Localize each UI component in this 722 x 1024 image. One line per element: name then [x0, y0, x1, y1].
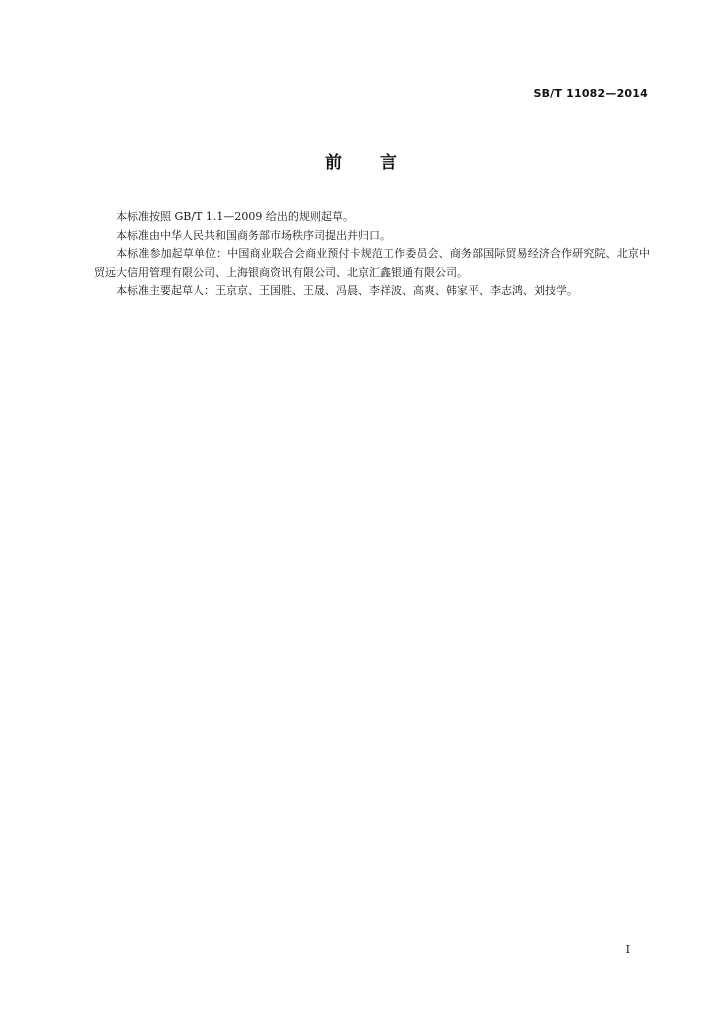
page-title: 前言	[325, 153, 435, 173]
paragraph-drafting-rules: 本标准按照 GB/T 1.1—2009 给出的规则起草。	[116, 210, 354, 223]
foreword-body	[94, 208, 650, 301]
standard-code: SB/T 11082—2014	[533, 87, 648, 100]
paragraph-drafters: 本标准主要起草人：王京京、王国胜、王晟、冯晨、李祥波、高爽、韩家平、李志鸿、刘技学。	[116, 284, 578, 297]
paragraph-proposer: 本标准由中华人民共和国商务部市场秩序司提出并归口。	[116, 228, 391, 242]
page-number: I	[625, 943, 630, 956]
paragraph-drafting-units: 本标准参加起草单位：中国商业联合会商业预付卡规范工作委员会、商务部国际贸易经济合作研究院、北京中贸远大信用管理有限公司、上海银商资讯有限公司、北京汇鑫银通有限公司。	[94, 247, 650, 279]
